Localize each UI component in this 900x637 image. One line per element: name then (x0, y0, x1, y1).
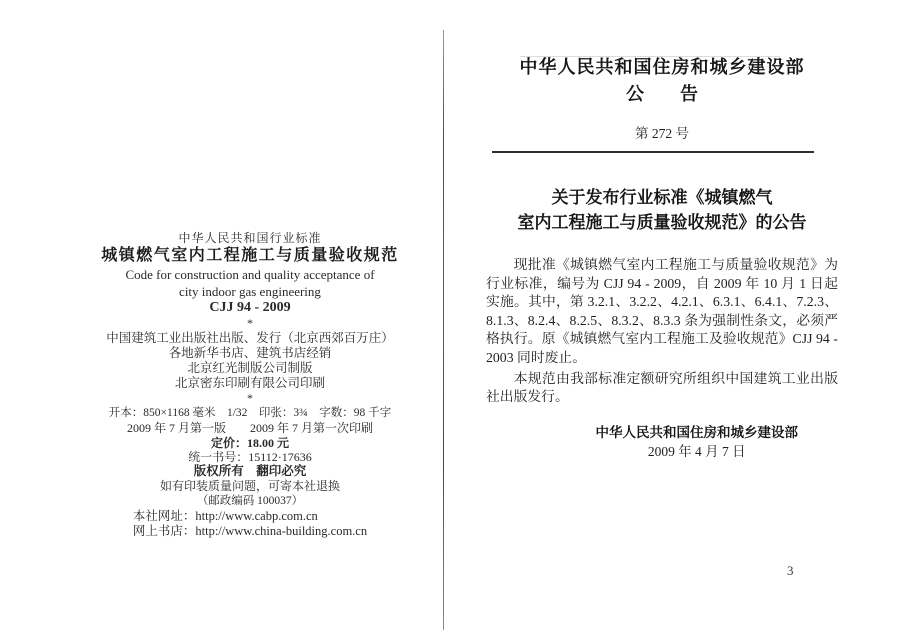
ministry-header: 中华人民共和国住房和城乡建设部 (519, 57, 805, 77)
urls-block (133, 509, 367, 539)
return-policy-line: 如有印装质量问题，可寄本社退换 (159, 479, 340, 493)
book-number-line: 统一书号：15112·17636 (188, 450, 312, 464)
printer-line: 北京密东印刷有限公司印刷 (174, 376, 325, 390)
announcement-title-line1: 关于发布行业标准《城镇燃气 (551, 188, 773, 207)
standard-number: CJJ 94 - 2009 (209, 300, 291, 315)
signature-date: 2009 年 4 月 7 日 (647, 443, 746, 459)
announcement-paragraph-1: 现批准《城镇燃气室内工程施工与质量验收规范》为行业标准，编号为 CJJ 94 - 2009，自 2009 年 10 月 1 日起实施。其中，第 3.2.1、3.2.2、4.2.1、6.3.1、6.4.1、7.2.3、8.1.3、8.2.4、8.2.5、8.3.2、8.3.3 条为强制性条文，必须严格执行。原《城镇燃气室内工程施工及验收规范》CJJ 94 - 2003 同时废止。 (486, 257, 838, 365)
copyright-notice: 版权所有 翻印必究 (193, 464, 307, 478)
price-line: 定价：18.00 元 (210, 436, 289, 450)
right-page-announcement (486, 55, 838, 462)
divider-star-2: * (247, 391, 253, 405)
standard-title-cn: 城镇燃气室内工程施工与质量验收规范 (101, 247, 399, 264)
edition-line: 2009 年 7 月第一版 2009 年 7 月第一次印刷 (126, 421, 373, 435)
distributor-line: 各地新华书店、建筑书店经销 (168, 346, 332, 360)
online-bookstore-url: 网上书店：http://www.china-building.com.cn (132, 524, 368, 538)
postcode-line: （邮政编码 100037） (196, 495, 304, 507)
left-page-publication-info (80, 231, 420, 540)
announcement-number: 第 272 号 (635, 126, 689, 141)
publisher-website-url: 本社网址：http://www.cabp.com.cn (132, 509, 318, 523)
publisher-line: 中国建筑工业出版社出版、发行（北京西郊百万庄） (106, 331, 394, 345)
announcement-paragraph-2: 本规范由我部标准定额研究所组织中国建筑工业出版社出版发行。 (486, 370, 838, 405)
standard-title-en-1: Code for construction and quality acceptance of (125, 267, 375, 282)
signature-ministry: 中华人民共和国住房和城乡建设部 (595, 424, 798, 440)
page-number: 3 (787, 563, 794, 578)
standard-label: 中华人民共和国行业标准 (178, 231, 322, 245)
book-spine-line (443, 30, 444, 630)
announcement-title-line2: 室内工程施工与质量验收规范》的公告 (517, 213, 807, 232)
announcement-body (486, 256, 838, 407)
signature-block (486, 423, 838, 462)
standard-title-en-2: city indoor gas engineering (179, 284, 321, 299)
divider-star-1: * (247, 316, 253, 330)
announcement-title (486, 185, 838, 235)
header-rule (492, 151, 814, 153)
announcement-word: 公 告 (626, 84, 698, 104)
platemaker-line: 北京红光制版公司制版 (187, 361, 313, 375)
format-line: 开本：850×1168 毫米 1/32 印张：3¾ 字数：98 千字 (108, 407, 392, 419)
